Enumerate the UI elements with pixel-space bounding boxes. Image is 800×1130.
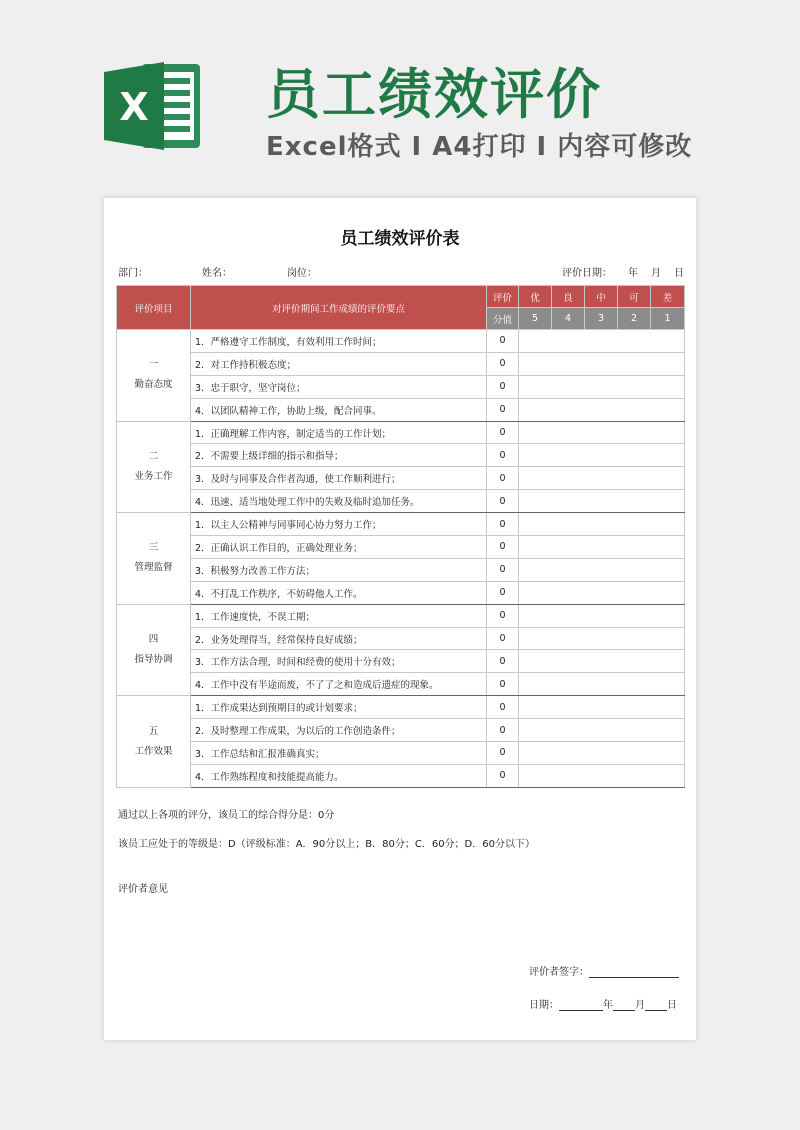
sign-date-label: 日期： bbox=[529, 1000, 559, 1011]
score-cell[interactable]: 0 bbox=[487, 764, 519, 787]
grade-cell[interactable] bbox=[552, 650, 585, 673]
sign-year-label: 年 bbox=[603, 1000, 613, 1011]
grade-cell[interactable] bbox=[552, 673, 585, 696]
grade-cell[interactable] bbox=[618, 696, 651, 719]
category-cell bbox=[117, 421, 191, 513]
criterion-text: 3．及时与同事及合作者沟通，使工作顺利进行； bbox=[191, 467, 487, 490]
grade-cell[interactable] bbox=[618, 742, 651, 765]
sign-year-line[interactable] bbox=[559, 999, 603, 1011]
logo-letter: X bbox=[119, 85, 149, 129]
department-label: 部门： bbox=[118, 268, 148, 279]
sign-date-row bbox=[529, 996, 677, 1011]
category-number: 四 bbox=[148, 633, 159, 645]
table-row bbox=[117, 627, 685, 650]
criterion-text: 4．迅速、适当地处理工作中的失败及临时追加任务。 bbox=[191, 490, 487, 513]
grade-cell[interactable] bbox=[651, 398, 685, 421]
table-row bbox=[117, 467, 685, 490]
grade-cell[interactable] bbox=[618, 627, 651, 650]
grade-cell[interactable] bbox=[519, 558, 552, 581]
grade-cell[interactable] bbox=[519, 421, 552, 444]
criterion-text: 1．工作速度快，不误工期； bbox=[191, 604, 487, 627]
table-row bbox=[117, 696, 685, 719]
criterion-text: 2．正确认识工作目的，正确处理业务； bbox=[191, 536, 487, 559]
criterion-text: 3．工作总结和汇报准确真实； bbox=[191, 742, 487, 765]
signature-label: 评价者签字： bbox=[529, 967, 589, 978]
grade-cell[interactable] bbox=[519, 352, 552, 375]
grade-cell[interactable] bbox=[651, 421, 685, 444]
table-row bbox=[117, 719, 685, 742]
category-number: 二 bbox=[148, 450, 159, 462]
grade-text: 该员工应处于的等级是：D（评级标准：A．90分以上；B．80分；C．60分；D．60分以下） bbox=[118, 839, 535, 850]
grade-cell[interactable] bbox=[519, 742, 552, 765]
excel-logo-icon bbox=[104, 58, 204, 154]
score-cell[interactable]: 0 bbox=[487, 375, 519, 398]
table-row bbox=[117, 421, 685, 444]
score-cell[interactable]: 0 bbox=[487, 398, 519, 421]
header-evaluation: 评价 bbox=[487, 286, 519, 308]
category-cell bbox=[117, 604, 191, 696]
sign-month-line[interactable] bbox=[613, 999, 635, 1011]
score-cell[interactable]: 0 bbox=[487, 421, 519, 444]
criterion-text: 4．工作中没有半途而废，不了了之和造成后遗症的现象。 bbox=[191, 673, 487, 696]
score-cell[interactable]: 0 bbox=[487, 581, 519, 604]
grade-cell[interactable] bbox=[519, 513, 552, 536]
criterion-text: 2．业务处理得当，经常保持良好成绩； bbox=[191, 627, 487, 650]
grade-cell[interactable] bbox=[585, 398, 618, 421]
score-cell[interactable]: 0 bbox=[487, 490, 519, 513]
score-cell[interactable]: 0 bbox=[487, 742, 519, 765]
grade-cell[interactable] bbox=[618, 513, 651, 536]
grade-cell[interactable] bbox=[585, 627, 618, 650]
grade-cell[interactable] bbox=[552, 719, 585, 742]
header-score-label: 分值 bbox=[487, 308, 519, 330]
grade-cell[interactable] bbox=[585, 513, 618, 536]
grade-cell[interactable] bbox=[651, 581, 685, 604]
document-title: 员工绩效评价表 bbox=[340, 229, 460, 249]
grade-cell[interactable] bbox=[618, 764, 651, 787]
grade-cell[interactable] bbox=[651, 558, 685, 581]
grade-cell[interactable] bbox=[585, 764, 618, 787]
category-name: 勤奋态度 bbox=[134, 379, 173, 391]
grade-cell[interactable] bbox=[651, 375, 685, 398]
sign-day-line[interactable] bbox=[645, 999, 667, 1011]
header-grade: 优 bbox=[519, 286, 552, 308]
grade-cell[interactable] bbox=[519, 673, 552, 696]
header-grade-score: 3 bbox=[585, 308, 618, 330]
grade-cell[interactable] bbox=[585, 742, 618, 765]
grade-cell[interactable] bbox=[618, 719, 651, 742]
grade-cell[interactable] bbox=[651, 352, 685, 375]
grade-cell[interactable] bbox=[519, 490, 552, 513]
table-row bbox=[117, 558, 685, 581]
evaluation-date-label: 评价日期： bbox=[562, 268, 612, 279]
header-grade: 差 bbox=[651, 286, 685, 308]
grade-cell[interactable] bbox=[651, 467, 685, 490]
grade-cell[interactable] bbox=[552, 604, 585, 627]
grade-cell[interactable] bbox=[585, 375, 618, 398]
grade-cell[interactable] bbox=[552, 558, 585, 581]
table-row bbox=[117, 604, 685, 627]
score-cell[interactable]: 0 bbox=[487, 673, 519, 696]
header-grade-score: 1 bbox=[651, 308, 685, 330]
summary-text: 通过以上各项的评分，该员工的综合得分是：0分 bbox=[118, 810, 335, 821]
score-cell[interactable]: 0 bbox=[487, 604, 519, 627]
score-cell[interactable]: 0 bbox=[487, 650, 519, 673]
grade-cell[interactable] bbox=[618, 375, 651, 398]
criterion-text: 3．积极努力改善工作方法； bbox=[191, 558, 487, 581]
category-cell bbox=[117, 330, 191, 422]
sign-month-label: 月 bbox=[635, 1000, 645, 1011]
grade-cell[interactable] bbox=[519, 604, 552, 627]
grade-cell[interactable] bbox=[552, 330, 585, 353]
table-row bbox=[117, 330, 685, 353]
grade-cell[interactable] bbox=[519, 536, 552, 559]
grade-cell[interactable] bbox=[651, 650, 685, 673]
grade-cell[interactable] bbox=[618, 398, 651, 421]
grade-cell[interactable] bbox=[552, 764, 585, 787]
table-row bbox=[117, 513, 685, 536]
grade-cell[interactable] bbox=[552, 490, 585, 513]
score-cell[interactable]: 0 bbox=[487, 719, 519, 742]
grade-cell[interactable] bbox=[651, 719, 685, 742]
grade-cell[interactable] bbox=[618, 673, 651, 696]
grade-cell[interactable] bbox=[618, 604, 651, 627]
grade-cell[interactable] bbox=[618, 581, 651, 604]
date-year-label: 年 bbox=[628, 268, 638, 279]
grade-cell[interactable] bbox=[585, 421, 618, 444]
table-row bbox=[117, 673, 685, 696]
grade-cell[interactable] bbox=[651, 627, 685, 650]
grade-cell[interactable] bbox=[651, 330, 685, 353]
grade-cell[interactable] bbox=[585, 696, 618, 719]
grade-cell[interactable] bbox=[552, 536, 585, 559]
criterion-text: 1．正确理解工作内容，制定适当的工作计划； bbox=[191, 421, 487, 444]
criterion-text: 1．工作成果达到预期目的或计划要求； bbox=[191, 696, 487, 719]
grade-cell[interactable] bbox=[519, 330, 552, 353]
grade-cell[interactable] bbox=[618, 558, 651, 581]
header-grade-score: 4 bbox=[552, 308, 585, 330]
grade-cell[interactable] bbox=[651, 696, 685, 719]
grade-cell[interactable] bbox=[519, 581, 552, 604]
table-row bbox=[117, 650, 685, 673]
grade-cell[interactable] bbox=[552, 513, 585, 536]
category-cell bbox=[117, 513, 191, 605]
table-row bbox=[117, 352, 685, 375]
criterion-text: 2．及时整理工作成果，为以后的工作创造条件； bbox=[191, 719, 487, 742]
opinion-label: 评价者意见 bbox=[118, 884, 168, 895]
table-row bbox=[117, 398, 685, 421]
score-cell[interactable]: 0 bbox=[487, 696, 519, 719]
evaluation-table bbox=[116, 285, 685, 788]
grade-cell[interactable] bbox=[519, 467, 552, 490]
header-item-column: 评价项目 bbox=[117, 286, 191, 330]
grade-cell[interactable] bbox=[585, 719, 618, 742]
grade-cell[interactable] bbox=[519, 444, 552, 467]
name-label: 姓名： bbox=[202, 268, 232, 279]
grade-cell[interactable] bbox=[651, 536, 685, 559]
grade-cell[interactable] bbox=[585, 352, 618, 375]
header-grade: 可 bbox=[618, 286, 651, 308]
header-grade-score: 2 bbox=[618, 308, 651, 330]
grade-cell[interactable] bbox=[519, 719, 552, 742]
grade-cell[interactable] bbox=[552, 375, 585, 398]
score-cell[interactable]: 0 bbox=[487, 627, 519, 650]
score-cell[interactable]: 0 bbox=[487, 536, 519, 559]
score-cell[interactable]: 0 bbox=[487, 444, 519, 467]
grade-cell[interactable] bbox=[618, 650, 651, 673]
grade-cell[interactable] bbox=[618, 444, 651, 467]
table-row bbox=[117, 490, 685, 513]
document-page bbox=[104, 198, 696, 1040]
grade-cell[interactable] bbox=[618, 536, 651, 559]
criterion-text: 1．以主人公精神与同事同心协力努力工作； bbox=[191, 513, 487, 536]
grade-cell[interactable] bbox=[519, 627, 552, 650]
grade-cell[interactable] bbox=[651, 444, 685, 467]
grade-cell[interactable] bbox=[552, 742, 585, 765]
grade-cell[interactable] bbox=[585, 650, 618, 673]
grade-cell[interactable] bbox=[552, 627, 585, 650]
category-number: 五 bbox=[148, 725, 159, 737]
grade-cell[interactable] bbox=[519, 398, 552, 421]
grade-cell[interactable] bbox=[651, 673, 685, 696]
table-row bbox=[117, 536, 685, 559]
category-name: 管理监督 bbox=[134, 562, 173, 574]
grade-cell[interactable] bbox=[585, 581, 618, 604]
grade-cell[interactable] bbox=[552, 352, 585, 375]
grade-cell[interactable] bbox=[651, 490, 685, 513]
date-month-label: 月 bbox=[651, 268, 661, 279]
grade-cell[interactable] bbox=[552, 444, 585, 467]
grade-cell[interactable] bbox=[552, 398, 585, 421]
banner-subtitle: Excel格式 I A4打印 I 内容可修改 bbox=[266, 132, 693, 162]
sign-day-label: 日 bbox=[667, 1000, 677, 1011]
header-grade: 中 bbox=[585, 286, 618, 308]
header-grade-score: 5 bbox=[519, 308, 552, 330]
criterion-text: 2．不需要上级详细的指示和指导； bbox=[191, 444, 487, 467]
grade-cell[interactable] bbox=[618, 421, 651, 444]
grade-cell[interactable] bbox=[618, 490, 651, 513]
grade-cell[interactable] bbox=[585, 536, 618, 559]
grade-cell[interactable] bbox=[552, 421, 585, 444]
grade-cell[interactable] bbox=[618, 330, 651, 353]
table-row bbox=[117, 764, 685, 787]
criterion-text: 3．忠于职守，坚守岗位； bbox=[191, 375, 487, 398]
criterion-text: 4．工作熟练程度和技能提高能力。 bbox=[191, 764, 487, 787]
grade-cell[interactable] bbox=[618, 352, 651, 375]
grade-cell[interactable] bbox=[585, 558, 618, 581]
grade-cell[interactable] bbox=[585, 330, 618, 353]
score-cell[interactable]: 0 bbox=[487, 352, 519, 375]
date-day-label: 日 bbox=[674, 268, 684, 279]
grade-cell[interactable] bbox=[552, 696, 585, 719]
grade-cell[interactable] bbox=[552, 467, 585, 490]
header-description-column: 对评价期间工作成绩的评价要点 bbox=[191, 286, 487, 330]
category-name: 指导协调 bbox=[134, 653, 173, 665]
grade-cell[interactable] bbox=[552, 581, 585, 604]
grade-cell[interactable] bbox=[519, 764, 552, 787]
signature-row bbox=[529, 963, 679, 978]
category-number: 三 bbox=[148, 542, 159, 554]
grade-cell[interactable] bbox=[585, 673, 618, 696]
promo-banner bbox=[0, 0, 800, 200]
table-row bbox=[117, 581, 685, 604]
table-row bbox=[117, 375, 685, 398]
grade-cell[interactable] bbox=[519, 375, 552, 398]
grade-cell[interactable] bbox=[585, 604, 618, 627]
category-name: 工作效果 bbox=[134, 745, 173, 757]
grade-cell[interactable] bbox=[519, 650, 552, 673]
header-grade: 良 bbox=[552, 286, 585, 308]
grade-cell[interactable] bbox=[585, 467, 618, 490]
score-cell[interactable]: 0 bbox=[487, 558, 519, 581]
score-cell[interactable]: 0 bbox=[487, 330, 519, 353]
grade-cell[interactable] bbox=[585, 490, 618, 513]
table-row bbox=[117, 444, 685, 467]
category-name: 业务工作 bbox=[134, 470, 173, 482]
grade-cell[interactable] bbox=[651, 742, 685, 765]
criterion-text: 1．严格遵守工作制度，有效利用工作时间； bbox=[191, 330, 487, 353]
criterion-text: 2．对工作持积极态度； bbox=[191, 352, 487, 375]
criterion-text: 4．不打乱工作秩序，不妨碍他人工作。 bbox=[191, 581, 487, 604]
category-cell bbox=[117, 696, 191, 788]
grade-cell[interactable] bbox=[651, 764, 685, 787]
signature-line[interactable] bbox=[589, 966, 679, 978]
banner-title: 员工绩效评价 bbox=[266, 63, 602, 126]
grade-cell[interactable] bbox=[585, 444, 618, 467]
grade-cell[interactable] bbox=[651, 604, 685, 627]
category-number: 一 bbox=[148, 359, 159, 371]
criterion-text: 4．以团队精神工作，协助上级，配合同事。 bbox=[191, 398, 487, 421]
grade-cell[interactable] bbox=[519, 696, 552, 719]
grade-cell[interactable] bbox=[618, 467, 651, 490]
score-cell[interactable]: 0 bbox=[487, 513, 519, 536]
criterion-text: 3．工作方法合理，时间和经费的使用十分有效； bbox=[191, 650, 487, 673]
grade-cell[interactable] bbox=[651, 513, 685, 536]
table-row bbox=[117, 742, 685, 765]
position-label: 岗位： bbox=[287, 268, 317, 279]
score-cell[interactable]: 0 bbox=[487, 467, 519, 490]
